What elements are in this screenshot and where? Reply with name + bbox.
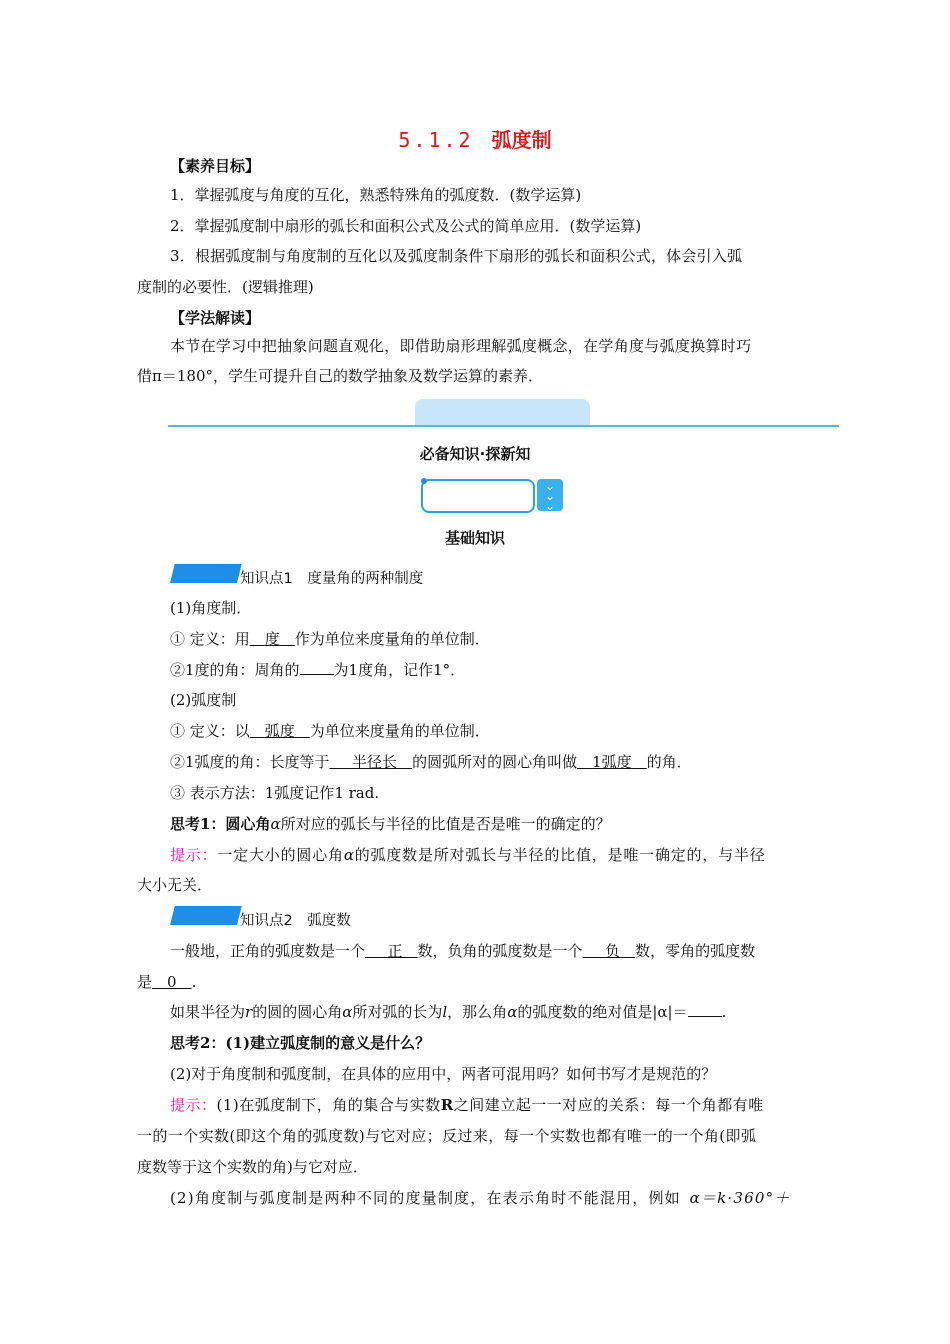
tip-label: 提示： <box>170 846 218 864</box>
blank-answer-zero <box>152 973 192 991</box>
alpha: α <box>342 1003 353 1021</box>
think-2-q1 <box>170 1032 813 1054</box>
text: 思考1：圆心角 <box>170 815 271 833</box>
answer: 弧度 <box>264 722 295 740</box>
text: 一定大小的圆心角 <box>217 846 344 864</box>
text: 如果半径为 <box>170 1003 246 1021</box>
text: ① 定义：以 <box>170 722 250 740</box>
alpha: α <box>270 815 281 833</box>
tip-2-cont-1: 一的一个实数(即这个角的弧度数)与它对应；反过来，每一个实数也都有唯一的一个角(即弧 <box>137 1127 757 1145</box>
formula: α＝k·360°＋ <box>689 1189 791 1207</box>
goal-item-1: 1．掌握弧度与角度的互化，熟悉特殊角的弧度数．(数学运算) <box>170 186 582 204</box>
banner-divider <box>168 425 839 427</box>
blank-answer-radius <box>330 753 413 771</box>
tip-1-cont: 大小无关． <box>137 876 213 894</box>
text: 的弧度数是所对弧长与半径的比值，是唯一确定的，与半径 <box>354 846 766 864</box>
blank-answer-1rad <box>577 753 647 771</box>
goals-header: 【素养目标】 <box>170 157 261 175</box>
text: 一般地，正角的弧度数是一个 <box>170 942 366 960</box>
text: 的角． <box>646 753 692 771</box>
tip-2 <box>170 1094 813 1116</box>
method-header: 【学法解读】 <box>170 309 261 327</box>
alpha: α <box>343 846 355 864</box>
text: 所对弧的长为 <box>352 1003 443 1021</box>
kp2-line-1 <box>170 940 813 962</box>
blank <box>688 1002 722 1017</box>
kp1-line-6 <box>170 751 813 773</box>
text: . <box>191 973 197 991</box>
answer: 正 <box>387 942 403 960</box>
kp1-marker <box>170 564 242 583</box>
goal-item-3: 3．根据弧度制与角度制的互化以及弧度制条件下扇形的弧长和面积公式，体会引入弧 <box>170 247 743 265</box>
text: 作为单位来度量角的单位制． <box>294 630 490 648</box>
method-line-2: 借π＝180°，学生可提升自己的数学抽象及数学运算的素养． <box>137 367 543 385</box>
text: (2)角度制与弧度制是两种不同的度量制度，在表示角时不能混用，例如 <box>170 1189 681 1207</box>
think-2-q2: (2)对于角度制和弧度制，在具体的应用中，两者可混用吗？如何书写才是规范的？ <box>170 1065 717 1083</box>
blank <box>300 660 334 675</box>
chevron-down-icon: ⌄ ⌄ ⌄ <box>537 479 563 511</box>
section-banner-title: 必备知识·探新知 <box>419 445 531 463</box>
text: 为单位来度量角的单位制． <box>309 722 490 740</box>
blank-answer-radian <box>250 722 310 740</box>
var-r: r <box>245 1003 253 1021</box>
text: 的弧度数的绝对值是|α|＝ <box>517 1003 688 1021</box>
tip-label: 提示： <box>170 1096 217 1114</box>
goal-item-2: 2．掌握弧度制中扇形的弧长和面积公式及公式的简单应用．(数学运算) <box>170 217 642 235</box>
tip-2-cont-2: 度数等于这个实数的角)与它对应． <box>137 1158 368 1176</box>
text: 是 <box>137 973 153 991</box>
think-1 <box>170 813 813 835</box>
pill-dot <box>421 478 427 484</box>
tip-1 <box>170 844 813 866</box>
sub-section-title: 基础知识 <box>444 529 505 547</box>
set-R: R <box>440 1096 454 1114</box>
text: 之间建立起一一对应的关系：每一个角都有唯 <box>453 1096 764 1114</box>
text: ① 定义：用 <box>170 630 250 648</box>
knowledge-pill <box>421 479 535 513</box>
kp2-marker <box>170 906 242 925</box>
text: ②1弧度的角：长度等于 <box>170 753 330 771</box>
answer: 半径长 <box>352 753 398 771</box>
var-l: l <box>442 1003 448 1021</box>
goal-item-3-cont: 度制的必要性．(逻辑推理) <box>137 278 314 296</box>
text: ②1度的角：周角的 <box>170 661 300 679</box>
blank-answer-positive <box>365 942 418 960</box>
kp1-line-2 <box>170 628 813 650</box>
kp1-line-3 <box>170 659 813 681</box>
text: . <box>721 1003 727 1021</box>
kp2-line-3 <box>170 1001 813 1023</box>
kp1-line-4: (2)弧度制 <box>170 691 237 709</box>
method-line-1: 本节在学习中把抽象问题直观化，即借助扇形理解弧度概念，在学角度与弧度换算时巧 <box>170 337 752 355</box>
answer: 0 <box>167 973 177 991</box>
page-title <box>0 124 950 153</box>
tip-2-cont-3 <box>170 1187 813 1209</box>
answer: 度 <box>264 630 280 648</box>
text: ，那么角 <box>447 1003 508 1021</box>
text: 为1度角，记作1°． <box>333 661 466 679</box>
banner-tab <box>415 399 590 426</box>
text: 所对应的弧长与半径的比值是否是唯一的确定的？ <box>280 815 611 833</box>
answer: 1弧度 <box>592 753 632 771</box>
kp1-label: 知识点1 度量角的两种制度 <box>240 571 424 587</box>
kp2-label: 知识点2 弧度数 <box>240 913 351 929</box>
alpha: α <box>507 1003 518 1021</box>
kp1-line-1: (1)角度制． <box>170 599 252 617</box>
text: 数，零角的弧度数 <box>635 942 756 960</box>
blank-answer-negative <box>583 942 636 960</box>
kp2-line-2 <box>137 971 813 993</box>
section-number: 5.1.2 <box>398 128 474 152</box>
text: (1)在弧度制下，角的集合与实数 <box>216 1096 441 1114</box>
kp1-line-7: ③ 表示方法：1弧度记作1 rad. <box>170 784 380 802</box>
text: 的圆的圆心角 <box>252 1003 343 1021</box>
section-title: 弧度制 <box>491 128 552 152</box>
blank-answer-degree <box>250 630 295 648</box>
text: 数，负角的弧度数是一个 <box>417 942 583 960</box>
kp1-line-5 <box>170 720 813 742</box>
text: 思考2：(1)建立弧度制的意义是什么？ <box>170 1034 431 1052</box>
text: 的圆弧所对的圆心角叫做 <box>412 753 578 771</box>
answer: 负 <box>605 942 621 960</box>
